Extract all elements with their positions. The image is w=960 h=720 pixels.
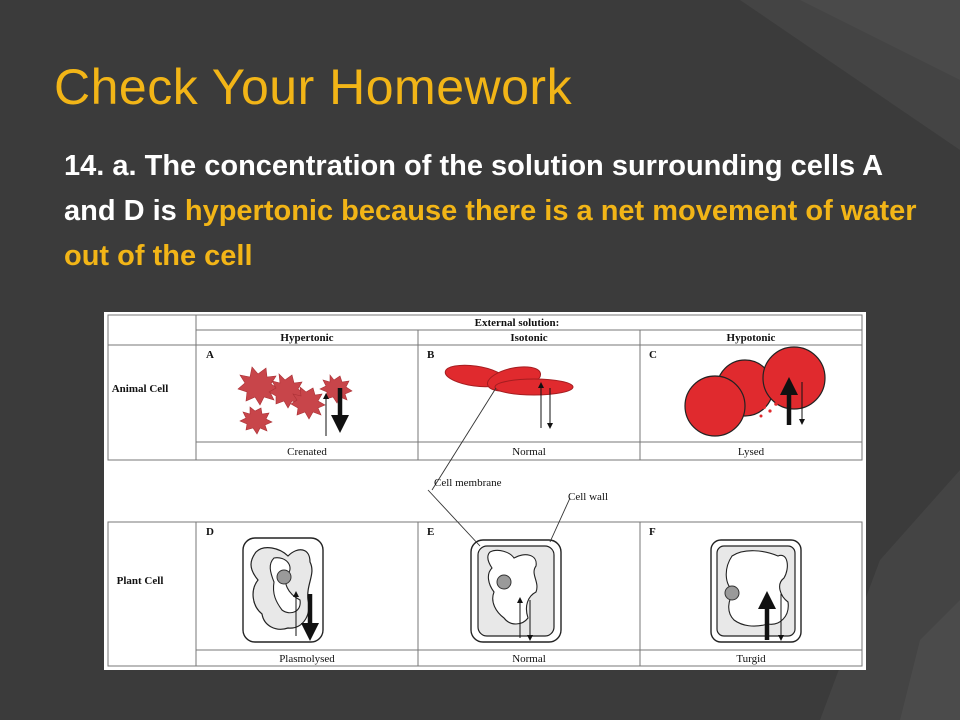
column-header-hypotonic: Hypotonic xyxy=(726,332,776,344)
lysed-cells xyxy=(685,347,825,436)
slide-title: Check Your Homework xyxy=(54,59,573,115)
annotation-cell-wall: Cell wall xyxy=(568,491,609,503)
cell-letter-b: B xyxy=(427,349,435,361)
turgid-plant-cell xyxy=(711,540,801,642)
answer-intro: 14. a. The concentration of the solution surrounding cells A and D is xyxy=(64,150,882,227)
cell-letter-e: E xyxy=(427,526,435,538)
cell-letter-c: C xyxy=(649,349,657,361)
answer-highlight-rest: because there is a net movement of water out of the cell xyxy=(64,195,917,272)
normal-plant-cell xyxy=(471,540,561,642)
label-crenated: Crenated xyxy=(287,446,327,458)
cell-letter-d: D xyxy=(206,526,214,538)
answer-highlight-word: hypertonic xyxy=(184,195,334,227)
label-normal-animal: Normal xyxy=(512,446,546,458)
column-header-hypertonic: Hypertonic xyxy=(280,332,334,344)
row-label-animal-cell: Animal Cell xyxy=(111,383,169,395)
external-solution-header: External solution: xyxy=(474,317,560,329)
column-header-isotonic: Isotonic xyxy=(510,332,548,344)
label-plasmolysed: Plasmolysed xyxy=(279,653,335,665)
label-turgid: Turgid xyxy=(736,653,766,665)
cell-letter-a: A xyxy=(206,349,214,361)
annotation-cell-membrane: Cell membrane xyxy=(434,477,502,489)
cell-letter-f: F xyxy=(649,526,656,538)
label-normal-plant: Normal xyxy=(512,653,546,665)
answer-text xyxy=(64,144,924,279)
crenated-cells xyxy=(238,367,352,434)
osmosis-diagram xyxy=(104,312,866,670)
row-label-plant-cell: Plant Cell xyxy=(116,575,164,587)
normal-red-cells xyxy=(444,362,573,395)
label-lysed: Lysed xyxy=(737,446,765,458)
